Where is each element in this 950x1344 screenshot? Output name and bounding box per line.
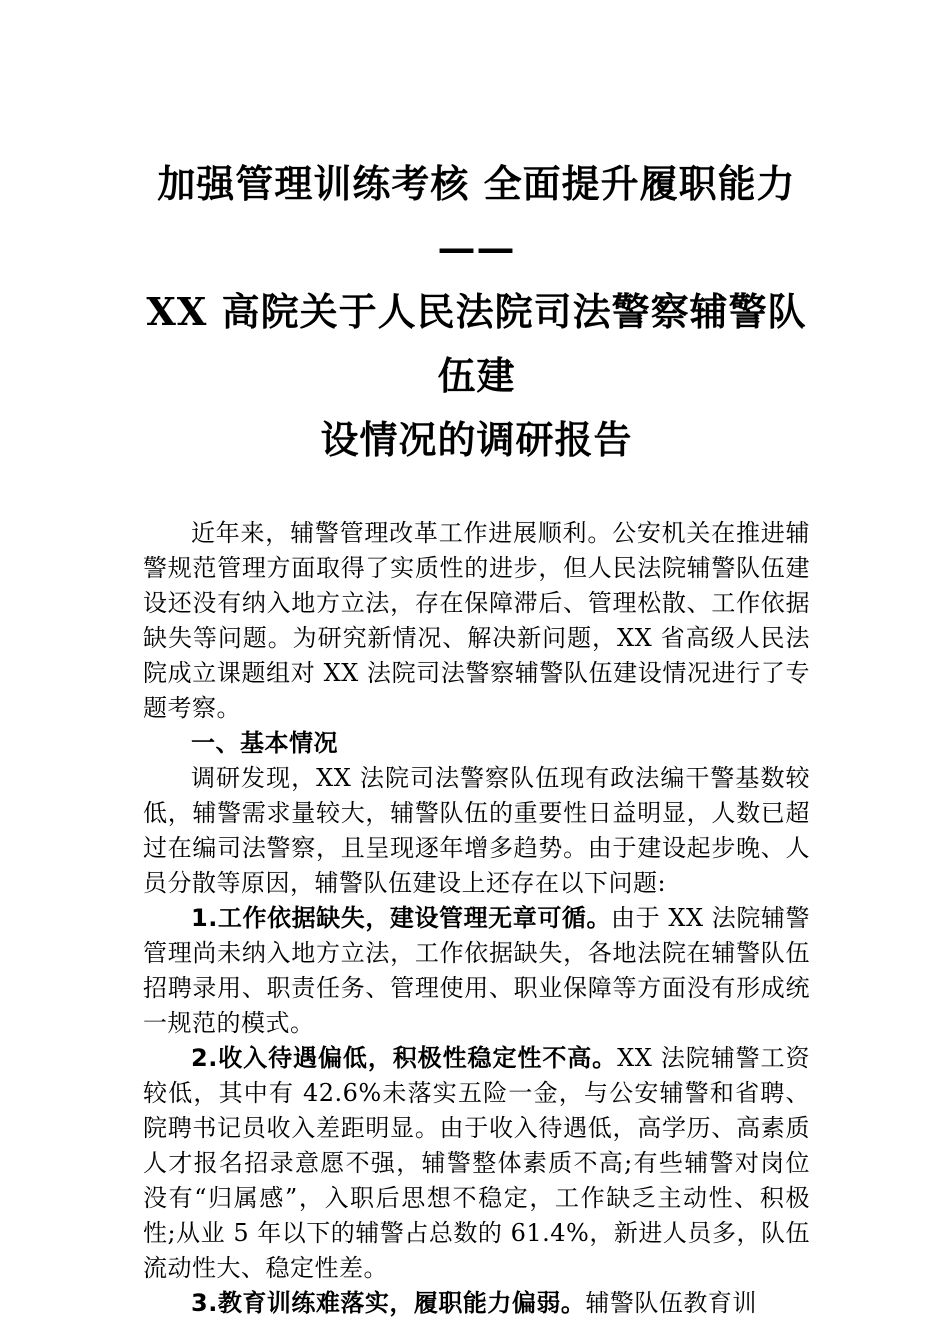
paragraph-section1-intro xyxy=(143,761,810,901)
issue-1-text: 由于 XX 法院辅警管理尚未纳入地方立法，工作依据缺失，各地法院在辅警队伍招聘录用、职责任务、管理使用、职业保障等方面没有形成统一规范的模式。 xyxy=(143,904,810,1037)
issue-3-text: 辅警队伍教育训 xyxy=(585,1289,757,1317)
issue-2-text: XX 法院辅警工资较低，其中有 42.6%未落实五险一金，与公安辅警和省聘、院聘书记员收入差距明显。由于收入待遇低，高学历、高素质人才报名招录意愿不强，辅警整体素质不高;有些辅警对岗位没有“归属感”，入职后思想不稳定，工作缺乏主动性、积极性;从业 5 年以下的辅警占总数的 61.4%，新进人员多，队伍流动性大、稳定性差。 xyxy=(143,1044,810,1282)
document-body xyxy=(143,516,810,1321)
issue-2-lead: 2.收入待遇偏低，积极性稳定性不高。 xyxy=(191,1044,618,1072)
section-heading-1-text: 一、基本情况 xyxy=(191,729,338,757)
issue-paragraph-1 xyxy=(143,901,810,1041)
paragraph-intro-text: 近年来，辅警管理改革工作进展顺利。公安机关在推进辅警规范管理方面取得了实质性的进步，但人民法院辅警队伍建设还没有纳入地方立法，存在保障滞后、管理松散、工作依据缺失等问题。为研究新情况、解决新问题，XX 省高级人民法院成立课题组对 XX 法院司法警察辅警队伍建设情况进行了专题考察。 xyxy=(143,519,810,722)
title-line-3: 设情况的调研报告 xyxy=(320,417,633,462)
paragraph-section1-intro-text: 调研发现，XX 法院司法警察队伍现有政法编干警基数较低，辅警需求量较大，辅警队伍的重要性日益明显，人数已超过在编司法警察，且呈现逐年增多趋势。由于建设起步晚、人员分散等原因，辅警队伍建设上还存在以下问题: xyxy=(143,764,810,897)
issue-paragraph-2 xyxy=(143,1041,810,1286)
issue-1-lead: 1.工作依据缺失，建设管理无章可循。 xyxy=(191,904,612,932)
issue-paragraph-3 xyxy=(143,1286,810,1321)
document-content xyxy=(143,152,810,1321)
title-line-2: XX 高院关于人民法院司法警察辅警队伍建 xyxy=(146,289,807,398)
title-line-1: 加强管理训练考核 全面提升履职能力—— xyxy=(157,161,796,270)
issue-3-lead: 3.教育训练难落实，履职能力偏弱。 xyxy=(191,1289,586,1317)
paragraph-intro xyxy=(143,516,810,726)
section-heading-1 xyxy=(143,726,810,761)
document-title xyxy=(143,152,810,472)
